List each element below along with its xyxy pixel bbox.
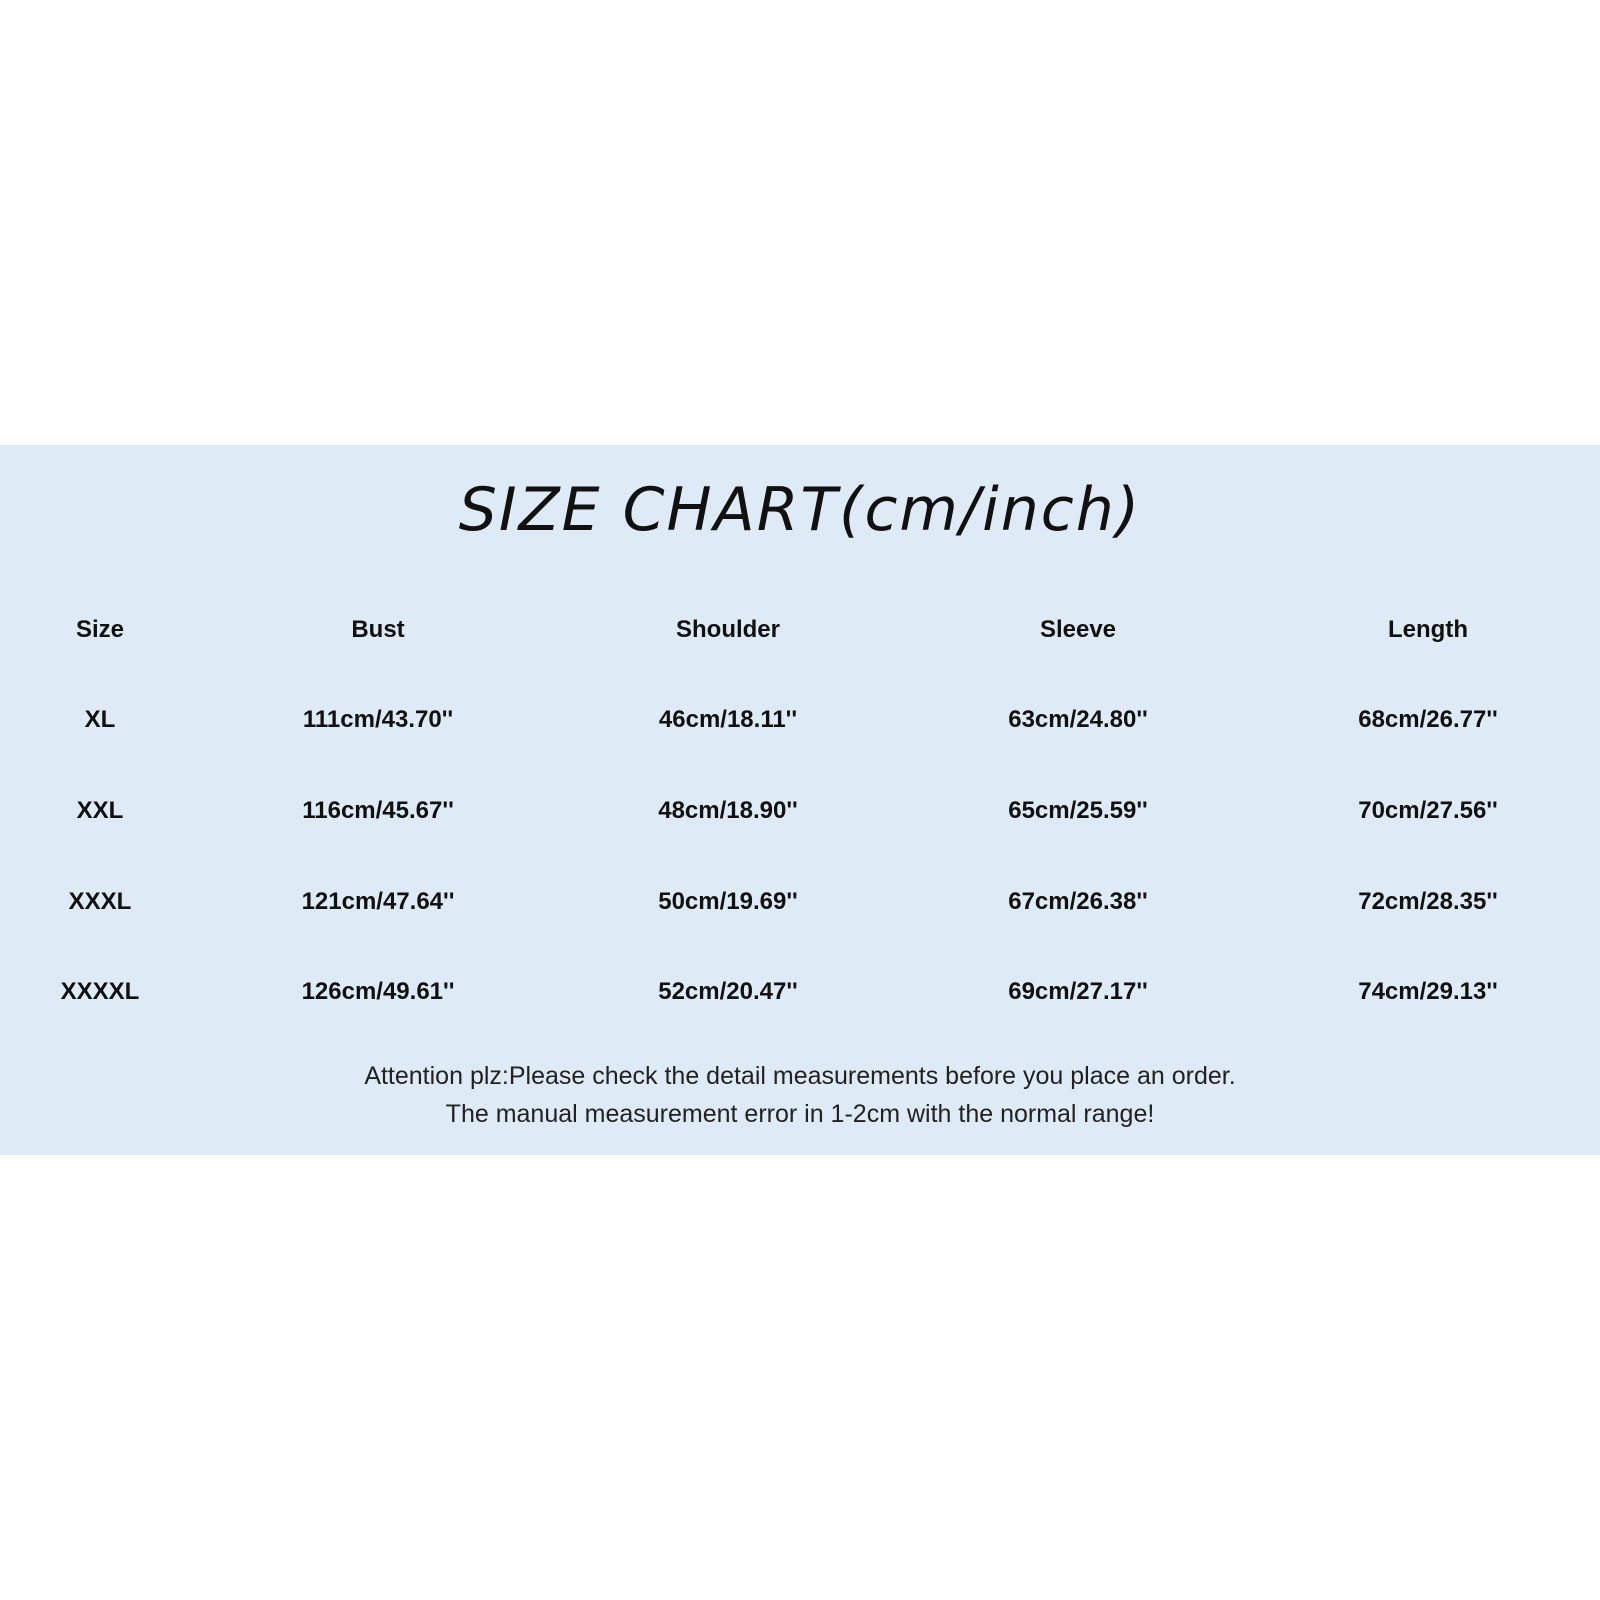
cell-shoulder: 48cm/18.90'' [658, 797, 798, 824]
cell-bust: 121cm/47.64'' [301, 888, 455, 915]
cell-bust: 116cm/45.67'' [302, 797, 454, 824]
cell-sleeve: 67cm/26.38'' [1008, 888, 1148, 915]
header-shoulder: Shoulder [675, 616, 781, 643]
cell-bust: 111cm/43.70'' [302, 706, 454, 733]
cell-length: 72cm/28.35'' [1358, 888, 1498, 915]
cell-shoulder: 52cm/20.47'' [658, 978, 798, 1005]
header-sleeve: Sleeve [1039, 616, 1117, 643]
cell-length: 74cm/29.13'' [1358, 978, 1498, 1005]
cell-length: 68cm/26.77'' [1358, 706, 1498, 733]
cell-size: XL [84, 706, 116, 733]
header-length: Length [1388, 616, 1468, 643]
cell-size: XXXL [68, 888, 132, 915]
cell-sleeve: 69cm/27.17'' [1008, 978, 1148, 1005]
cell-shoulder: 46cm/18.11'' [658, 706, 798, 733]
attention-note: Attention plz:Please check the detail measurements before you place an order. [364, 1062, 1236, 1090]
size-chart-title: SIZE CHART(cm/inch) [458, 475, 1142, 545]
cell-shoulder: 50cm/19.69'' [658, 888, 798, 915]
header-bust: Bust [351, 616, 405, 643]
cell-length: 70cm/27.56'' [1358, 797, 1498, 824]
cell-sleeve: 63cm/24.80'' [1008, 706, 1148, 733]
cell-sleeve: 65cm/25.59'' [1008, 797, 1148, 824]
cell-size: XXL [76, 797, 124, 824]
cell-bust: 126cm/49.61'' [301, 978, 455, 1005]
measurement-error-note: The manual measurement error in 1-2cm with the normal range! [445, 1100, 1155, 1128]
cell-size: XXXXL [60, 978, 140, 1005]
header-size: Size [75, 616, 125, 643]
